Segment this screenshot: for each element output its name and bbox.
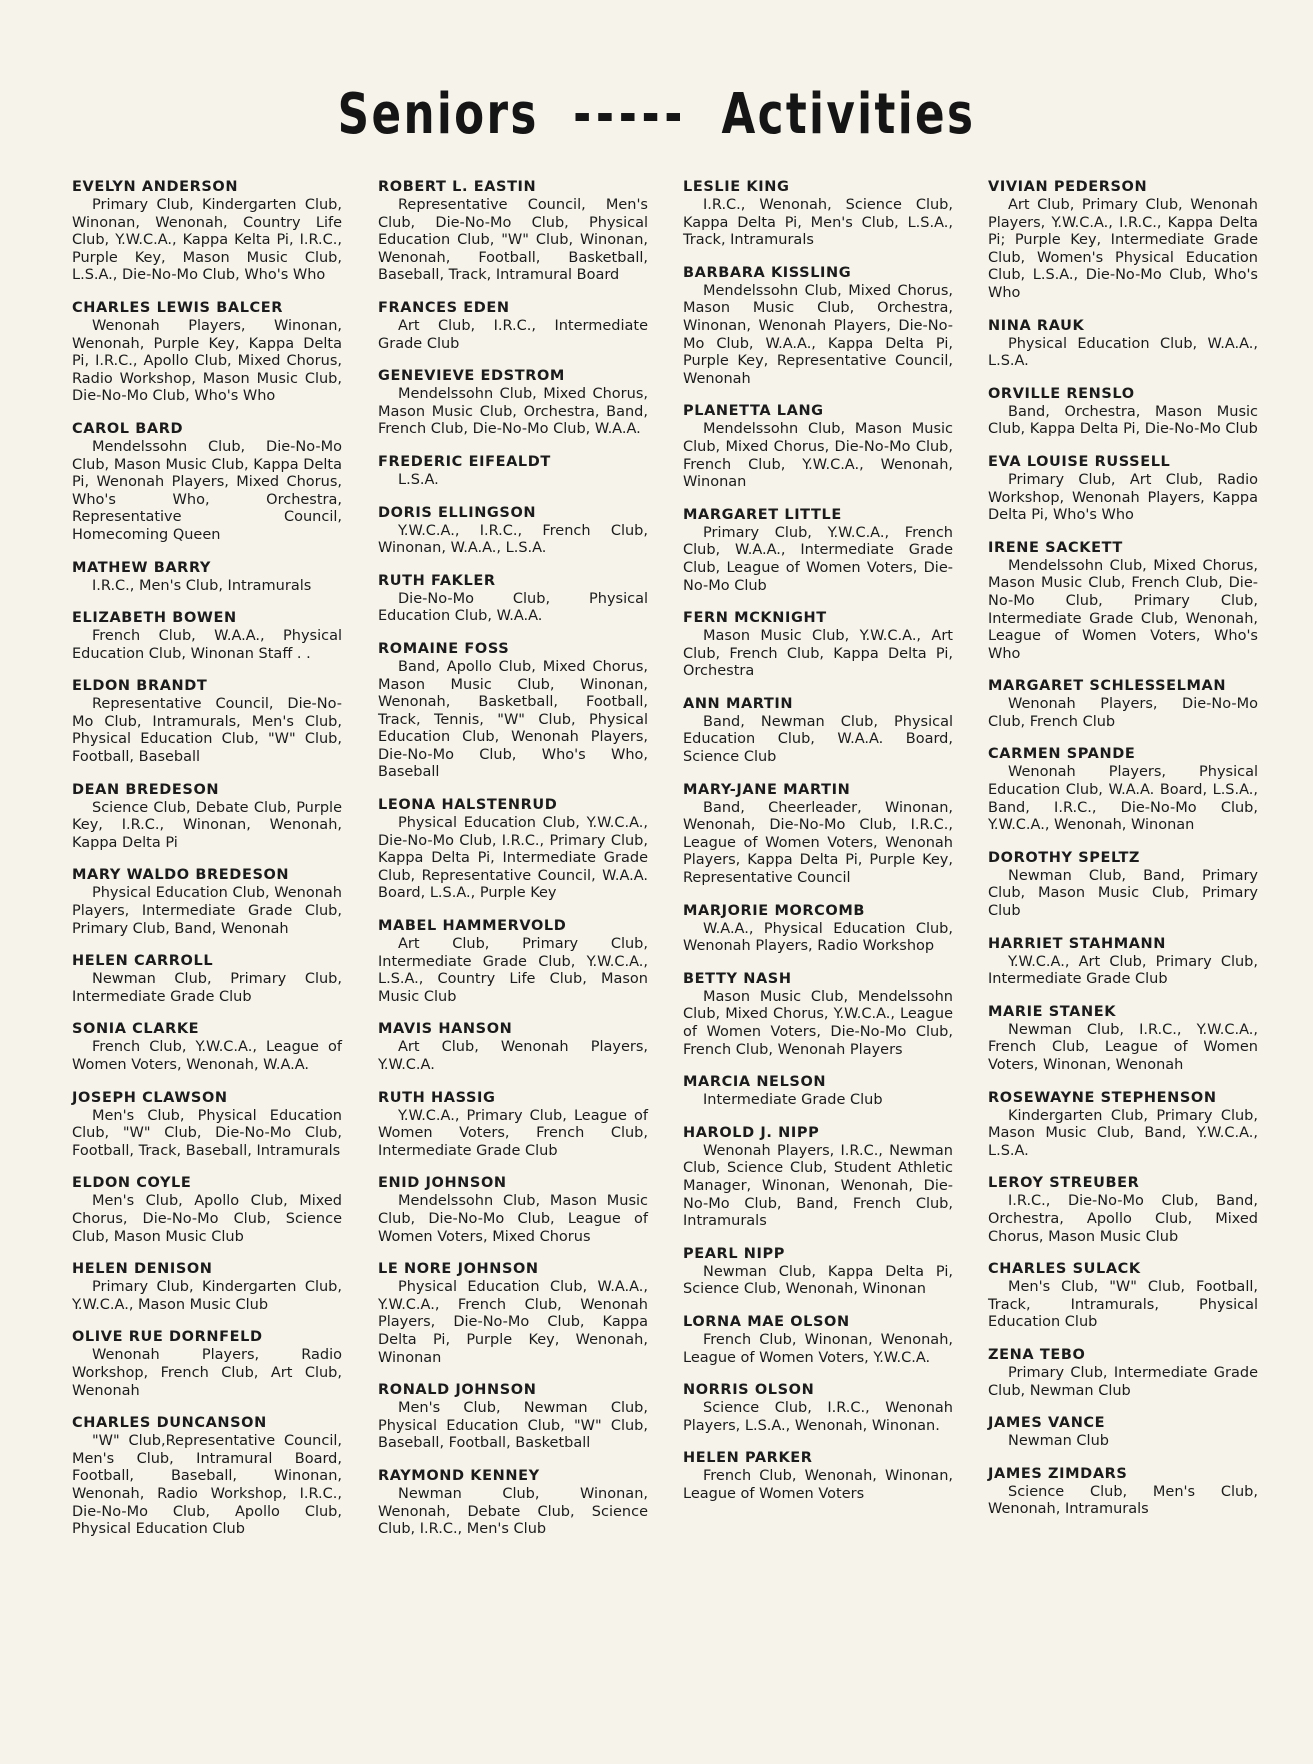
senior-name: MARY WALDO BREDESON bbox=[72, 867, 290, 884]
senior-activities: Kindergarten Club, Primary Club, Mason Music Club, Band, Y.W.C.A., L.S.A. bbox=[988, 1107, 1258, 1159]
senior-activities: Band, Orchestra, Mason Music Club, Kappa Delta Pi, Die-No-Mo Club bbox=[988, 403, 1258, 438]
senior-activities: Newman Club, Winonan, Wenonah, Debate Club, Science Club, I.R.C., Men's Club bbox=[378, 1485, 648, 1538]
senior-activities: French Club, Wenonah, Winonan, League of Women Voters bbox=[683, 1468, 953, 1502]
senior-entry bbox=[72, 178, 342, 285]
senior-entry bbox=[988, 1414, 1258, 1451]
senior-activities: Men's Club, Newman Club, Physical Education Club, "W" Club, Baseball, Football, Basketball bbox=[378, 1400, 648, 1452]
senior-activities: Newman Club, Primary Club, Intermediate Grade Club bbox=[72, 971, 342, 1005]
title-separator: ----- bbox=[573, 82, 688, 147]
senior-name: MARIE STANEK bbox=[988, 1003, 1117, 1020]
senior-entry bbox=[378, 572, 648, 626]
senior-entry bbox=[72, 609, 342, 663]
senior-activities: Wenonah Players, Physical Education Club, W.A.A. Board, L.S.A., Band, I.R.C., Die-No-Mo Club, Y.W.C.A., Wenonah, Winonan bbox=[988, 764, 1258, 834]
senior-entry bbox=[988, 539, 1258, 664]
senior-entry bbox=[988, 385, 1258, 439]
senior-entry bbox=[683, 1313, 953, 1367]
senior-name: CARMEN SPANDE bbox=[988, 746, 1136, 763]
senior-name: HELEN DENISON bbox=[72, 1261, 213, 1278]
senior-activities: Men's Club, Apollo Club, Mixed Chorus, Die-No-Mo Club, Science Club, Mason Music Club bbox=[72, 1193, 342, 1245]
senior-entry bbox=[988, 1465, 1258, 1519]
senior-name: ANN MARTIN bbox=[683, 695, 794, 712]
senior-activities: Men's Club, "W" Club, Football, Track, Intramurals, Physical Education Club bbox=[988, 1279, 1258, 1331]
senior-name: JAMES VANCE bbox=[988, 1415, 1106, 1432]
senior-activities: Mendelssohn Club, Mixed Chorus, Mason Music Club, Orchestra, Winonan, Wenonah Players, Die-No-Mo Club, W.A.A., Kappa Delta Pi, Purple Key, Representative Council, Wenonah bbox=[683, 282, 953, 387]
senior-activities: Mendelssohn Club, Mason Music Club, Die-No-Mo Club, League of Women Voters, Mixed Chorus bbox=[378, 1193, 648, 1245]
senior-name: MARCIA NELSON bbox=[683, 1074, 827, 1091]
senior-activities: Primary Club, Y.W.C.A., French Club, W.A.A., Intermediate Grade Club, League of Women Voters, Die-No-Mo Club bbox=[683, 524, 953, 594]
senior-activities: Mendelssohn Club, Mixed Chorus, Mason Music Club, Orchestra, Band, French Club, Die-No-Mo Club, W.A.A. bbox=[378, 386, 648, 438]
senior-entry bbox=[72, 1174, 342, 1246]
senior-name: DORIS ELLINGSON bbox=[378, 504, 537, 521]
senior-entry bbox=[988, 178, 1258, 303]
senior-name: ELIZABETH BOWEN bbox=[72, 610, 237, 627]
senior-entry bbox=[72, 952, 342, 1006]
senior-activities: French Club, Winonan, Wenonah, League of Women Voters, Y.W.C.A. bbox=[683, 1331, 953, 1366]
senior-activities: Mendelssohn Club, Mixed Chorus, Mason Music Club, French Club, Die-No-Mo Club, Primary Club, Intermediate Grade Club, Wenonah, League of Women Voters, Who's Who bbox=[988, 557, 1258, 662]
senior-name: CHARLES LEWIS BALCER bbox=[72, 299, 284, 316]
senior-entry bbox=[988, 317, 1258, 371]
senior-name: BARBARA KISSLING bbox=[683, 264, 852, 281]
senior-name: ELDON COYLE bbox=[72, 1175, 192, 1192]
senior-name: LORNA MAE OLSON bbox=[683, 1313, 850, 1330]
senior-entry bbox=[683, 1381, 953, 1435]
senior-entry bbox=[378, 1381, 648, 1453]
senior-entry bbox=[683, 402, 953, 491]
senior-activities: Wenonah Players, Die-No-Mo Club, French Club bbox=[988, 696, 1258, 730]
senior-name: MARGARET SCHLESSELMAN bbox=[988, 678, 1227, 695]
senior-name: CHARLES SULACK bbox=[988, 1261, 1141, 1278]
senior-name: MARGARET LITTLE bbox=[683, 506, 842, 523]
senior-entry bbox=[683, 970, 953, 1059]
senior-name: VIVIAN PEDERSON bbox=[988, 179, 1148, 195]
senior-activities: Wenonah Players, I.R.C., Newman Club, Science Club, Student Athletic Manager, Winonan, Wenonah, Die-No-Mo Club, Band, French Club, Intramurals bbox=[683, 1142, 953, 1230]
senior-name: LEROY STREUBER bbox=[988, 1175, 1140, 1192]
senior-activities: Intermediate Grade Club bbox=[703, 1092, 883, 1109]
senior-entry bbox=[378, 178, 648, 285]
senior-entry bbox=[72, 299, 342, 406]
senior-name: MAVIS HANSON bbox=[378, 1021, 513, 1038]
senior-activities: Newman Club, Kappa Delta Pi, Science Club, Wenonah, Winonan bbox=[683, 1263, 953, 1298]
senior-entry bbox=[683, 609, 953, 681]
senior-activities: Mason Music Club, Mendelssohn Club, Mixed Chorus, Y.W.C.A., League of Women Voters, Die-No-Mo Club, French Club, Wenonah Players bbox=[683, 988, 953, 1058]
senior-entry bbox=[72, 781, 342, 853]
senior-entry bbox=[72, 1328, 342, 1400]
senior-activities: Mendelssohn Club, Mason Music Club, Mixed Chorus, Die-No-Mo Club, French Club, Y.W.C.A., Wenonah, Winonan bbox=[683, 421, 953, 491]
senior-name: ELDON BRANDT bbox=[72, 678, 208, 695]
senior-entry bbox=[988, 1260, 1258, 1332]
senior-entry bbox=[378, 367, 648, 439]
senior-activities: Y.W.C.A., Primary Club, League of Women Voters, French Club, Intermediate Grade Club bbox=[378, 1107, 648, 1159]
senior-activities: I.R.C., Wenonah, Science Club, Kappa Delta Pi, Men's Club, L.S.A., Track, Intramurals bbox=[683, 197, 953, 249]
column-3 bbox=[683, 178, 953, 1518]
senior-name: FERN MCKNIGHT bbox=[683, 610, 827, 627]
senior-activities: Wenonah Players, Winonan, Wenonah, Purple Key, Kappa Delta Pi, I.R.C., Apollo Club, Mixed Chorus, Radio Workshop, Mason Music Club, Die-No-Mo Club, Who's Who bbox=[72, 317, 342, 405]
senior-activities: Newman Club, I.R.C., Y.W.C.A., French Club, League of Women Voters, Winonan, Wenonah bbox=[988, 1021, 1258, 1073]
senior-name: MATHEW BARRY bbox=[72, 559, 212, 576]
senior-name: EVA LOUISE RUSSELL bbox=[988, 453, 1171, 470]
senior-name: JOSEPH CLAWSON bbox=[72, 1089, 228, 1106]
senior-activities: Physical Education Club, W.A.A., Y.W.C.A., French Club, Wenonah Players, Die-No-Mo Club, Kappa Delta Pi, Purple Key, Wenonah, Winonan bbox=[378, 1279, 648, 1366]
senior-entry bbox=[988, 677, 1258, 731]
senior-activities: Physical Education Club, Wenonah Players, Intermediate Grade Club, Primary Club, Band, Wenonah bbox=[72, 885, 342, 937]
senior-name: PEARL NIPP bbox=[683, 1245, 785, 1262]
senior-activities: Science Club, I.R.C., Wenonah Players, L.S.A., Wenonah, Winonan. bbox=[683, 1400, 953, 1434]
senior-name: CAROL BARD bbox=[72, 420, 184, 437]
senior-entry bbox=[988, 935, 1258, 989]
senior-entry bbox=[378, 796, 648, 903]
senior-entry bbox=[378, 504, 648, 558]
title-seniors: Seniors bbox=[337, 82, 539, 147]
senior-name: IRENE SACKETT bbox=[988, 539, 1123, 556]
senior-activities: Newman Club, Band, Primary Club, Mason Music Club, Primary Club bbox=[988, 867, 1258, 920]
senior-name: NINA RAUK bbox=[988, 317, 1085, 334]
column-4 bbox=[988, 178, 1258, 1533]
senior-entry bbox=[378, 1089, 648, 1161]
senior-entry bbox=[683, 695, 953, 767]
senior-activities: "W" Club,Representative Council, Men's Club, Intramural Board, Football, Baseball, Winonan, Wenonah, Radio Workshop, I.R.C., Die-No-Mo Club, Apollo Club, Physical Education Club bbox=[72, 1433, 342, 1538]
senior-entry bbox=[683, 902, 953, 956]
senior-entry bbox=[988, 1346, 1258, 1400]
senior-activities: Band, Cheerleader, Winonan, Wenonah, Die-No-Mo Club, I.R.C., League of Women Voters, Wenonah Players, Kappa Delta Pi, Purple Key, Representative Council bbox=[683, 799, 953, 887]
senior-activities: Art Club, Primary Club, Intermediate Grade Club, Y.W.C.A., L.S.A., Country Life Club, Mason Music Club bbox=[378, 936, 648, 1005]
senior-activities: I.R.C., Die-No-Mo Club, Band, Orchestra, Apollo Club, Mixed Chorus, Mason Music Club bbox=[988, 1193, 1258, 1245]
senior-name: RONALD JOHNSON bbox=[378, 1382, 537, 1399]
senior-activities: Representative Council, Die-No-Mo Club, Intramurals, Men's Club, Physical Education Club, "W" Club, Football, Baseball bbox=[72, 696, 342, 766]
senior-activities: Newman Club bbox=[1008, 1433, 1109, 1450]
senior-activities: Art Club, Wenonah Players, Y.W.C.A. bbox=[378, 1039, 648, 1073]
senior-name: LESLIE KING bbox=[683, 179, 790, 195]
senior-entry bbox=[378, 299, 648, 353]
senior-activities: Band, Newman Club, Physical Education Club, W.A.A. Board, Science Club bbox=[683, 713, 953, 766]
senior-entry bbox=[683, 781, 953, 888]
senior-name: BETTY NASH bbox=[683, 970, 792, 987]
senior-entry bbox=[988, 1003, 1258, 1075]
senior-entry bbox=[72, 1260, 342, 1314]
senior-entry bbox=[683, 1245, 953, 1299]
column-1 bbox=[72, 178, 342, 1553]
senior-entry bbox=[72, 559, 342, 596]
senior-activities: Men's Club, Physical Education Club, "W" Club, Die-No-Mo Club, Football, Track, Baseball, Intramurals bbox=[72, 1107, 342, 1159]
senior-name: HELEN CARROLL bbox=[72, 953, 214, 970]
senior-activities: Wenonah Players, Radio Workshop, French Club, Art Club, Wenonah bbox=[72, 1347, 342, 1399]
senior-name: MARY-JANE MARTIN bbox=[683, 781, 851, 798]
title-activities: Activities bbox=[721, 82, 976, 147]
senior-name: LE NORE JOHNSON bbox=[378, 1261, 539, 1278]
senior-entry bbox=[683, 178, 953, 250]
senior-entry bbox=[378, 640, 648, 782]
column-2 bbox=[378, 178, 648, 1553]
senior-entry bbox=[72, 1414, 342, 1539]
senior-entry bbox=[988, 745, 1258, 834]
senior-name: RUTH FAKLER bbox=[378, 572, 496, 589]
senior-activities: Art Club, Primary Club, Wenonah Players, Y.W.C.A., I.R.C., Kappa Delta Pi; Purple Key, Intermediate Grade Club, Women's Physical Education Club, L.S.A., Die-No-Mo Club, Who's Who bbox=[988, 197, 1258, 301]
senior-name: LEONA HALSTENRUD bbox=[378, 797, 558, 814]
senior-entry bbox=[72, 420, 342, 545]
senior-name: ROMAINE FOSS bbox=[378, 640, 510, 657]
senior-activities: L.S.A. bbox=[398, 471, 439, 488]
senior-activities: Physical Education Club, Y.W.C.A., Die-No-Mo Club, I.R.C., Primary Club, Kappa Delta Pi, Intermediate Grade Club, Representative Council, W.A.A. Board, L.S.A., Purple Key bbox=[378, 815, 648, 902]
senior-entry bbox=[378, 1020, 648, 1074]
senior-entry bbox=[988, 453, 1258, 525]
senior-name: OLIVE RUE DORNFELD bbox=[72, 1329, 263, 1346]
senior-name: RUTH HASSIG bbox=[378, 1089, 496, 1106]
senior-entry bbox=[72, 866, 342, 938]
senior-name: RAYMOND KENNEY bbox=[378, 1467, 540, 1484]
senior-name: FRANCES EDEN bbox=[378, 299, 510, 316]
senior-activities: Mendelssohn Club, Die-No-Mo Club, Mason Music Club, Kappa Delta Pi, Wenonah Players, Mixed Chorus, Who's Who, Orchestra, Representative Council, Homecoming Queen bbox=[72, 438, 342, 543]
senior-name: NORRIS OLSON bbox=[683, 1382, 815, 1399]
senior-activities: Representative Council, Men's Club, Die-No-Mo Club, Physical Education Club, "W" Club, Winonan, Wenonah, Football, Basketball, Baseball, Track, Intramural Board bbox=[378, 197, 648, 284]
senior-name: ORVILLE RENSLO bbox=[988, 385, 1135, 402]
senior-activities: I.R.C., Men's Club, Intramurals bbox=[92, 577, 312, 594]
senior-name: SONIA CLARKE bbox=[72, 1021, 200, 1038]
senior-entry bbox=[72, 1089, 342, 1161]
page-title bbox=[144, 82, 1168, 147]
senior-name: FREDERIC EIFEALDT bbox=[378, 453, 551, 470]
senior-name: HAROLD J. NIPP bbox=[683, 1124, 820, 1141]
senior-name: EVELYN ANDERSON bbox=[72, 179, 239, 195]
senior-entry bbox=[378, 1174, 648, 1246]
senior-activities: Science Club, Men's Club, Wenonah, Intramurals bbox=[988, 1483, 1258, 1518]
senior-activities: Band, Apollo Club, Mixed Chorus, Mason Music Club, Winonan, Wenonah, Basketball, Football, Track, Tennis, "W" Club, Physical Education Club, Wenonah Players, Die-No-Mo Club, Who's Who, Baseball bbox=[378, 658, 648, 781]
senior-activities: Primary Club, Kindergarten Club, Y.W.C.A., Mason Music Club bbox=[72, 1279, 342, 1313]
senior-name: ZENA TEBO bbox=[988, 1346, 1086, 1363]
senior-name: JAMES ZIMDARS bbox=[988, 1465, 1128, 1482]
senior-entry bbox=[378, 1467, 648, 1539]
senior-entry bbox=[683, 506, 953, 595]
senior-name: HARRIET STAHMANN bbox=[988, 935, 1167, 952]
senior-name: DOROTHY SPELTZ bbox=[988, 849, 1141, 866]
senior-name: ROBERT L. EASTIN bbox=[378, 179, 537, 195]
senior-activities: W.A.A., Physical Education Club, Wenonah Players, Radio Workshop bbox=[683, 920, 953, 955]
senior-entry bbox=[378, 1260, 648, 1367]
senior-entry bbox=[988, 1089, 1258, 1161]
senior-activities: Science Club, Debate Club, Purple Key, I.R.C., Winonan, Wenonah, Kappa Delta Pi bbox=[72, 799, 342, 851]
senior-entry bbox=[683, 1124, 953, 1231]
senior-activities: Primary Club, Kindergarten Club, Winonan, Wenonah, Country Life Club, Y.W.C.A., Kappa Kelta Pi, I.R.C., Purple Key, Mason Music Club, L.S.A., Die-No-Mo Club, Who's Who bbox=[72, 197, 342, 284]
senior-entry bbox=[683, 1449, 953, 1503]
senior-entry bbox=[988, 849, 1258, 921]
senior-activities: Y.W.C.A., Art Club, Primary Club, Intermediate Grade Club bbox=[988, 953, 1258, 988]
senior-entry bbox=[72, 677, 342, 766]
senior-activities: French Club, Y.W.C.A., League of Women Voters, Wenonah, W.A.A. bbox=[72, 1039, 342, 1073]
senior-activities: Die-No-Mo Club, Physical Education Club, W.A.A. bbox=[378, 590, 648, 625]
senior-name: PLANETTA LANG bbox=[683, 403, 824, 420]
senior-activities: Physical Education Club, W.A.A., L.S.A. bbox=[988, 335, 1258, 370]
senior-entry bbox=[378, 917, 648, 1006]
senior-name: MARJORIE MORCOMB bbox=[683, 902, 866, 919]
senior-name: MABEL HAMMERVOLD bbox=[378, 918, 567, 935]
senior-activities: Mason Music Club, Y.W.C.A., Art Club, French Club, Kappa Delta Pi, Orchestra bbox=[683, 628, 953, 680]
senior-name: HELEN PARKER bbox=[683, 1450, 813, 1467]
senior-activities: French Club, W.A.A., Physical Education Club, Winonan Staff . . bbox=[72, 628, 342, 662]
senior-name: GENEVIEVE EDSTROM bbox=[378, 368, 565, 385]
senior-entry bbox=[72, 1020, 342, 1074]
senior-entry bbox=[683, 1073, 953, 1110]
senior-name: ROSEWAYNE STEPHENSON bbox=[988, 1089, 1217, 1106]
senior-name: ENID JOHNSON bbox=[378, 1175, 507, 1192]
senior-entry bbox=[683, 264, 953, 389]
senior-activities: Art Club, I.R.C., Intermediate Grade Club bbox=[378, 317, 648, 352]
senior-entry bbox=[378, 453, 648, 490]
senior-activities: Primary Club, Intermediate Grade Club, Newman Club bbox=[988, 1364, 1258, 1399]
senior-name: CHARLES DUNCANSON bbox=[72, 1415, 267, 1432]
senior-activities: Primary Club, Art Club, Radio Workshop, Wenonah Players, Kappa Delta Pi, Who's Who bbox=[988, 471, 1258, 524]
senior-entry bbox=[988, 1174, 1258, 1246]
senior-name: DEAN BREDESON bbox=[72, 781, 220, 798]
senior-activities: Y.W.C.A., I.R.C., French Club, Winonan, W.A.A., L.S.A. bbox=[378, 522, 648, 557]
